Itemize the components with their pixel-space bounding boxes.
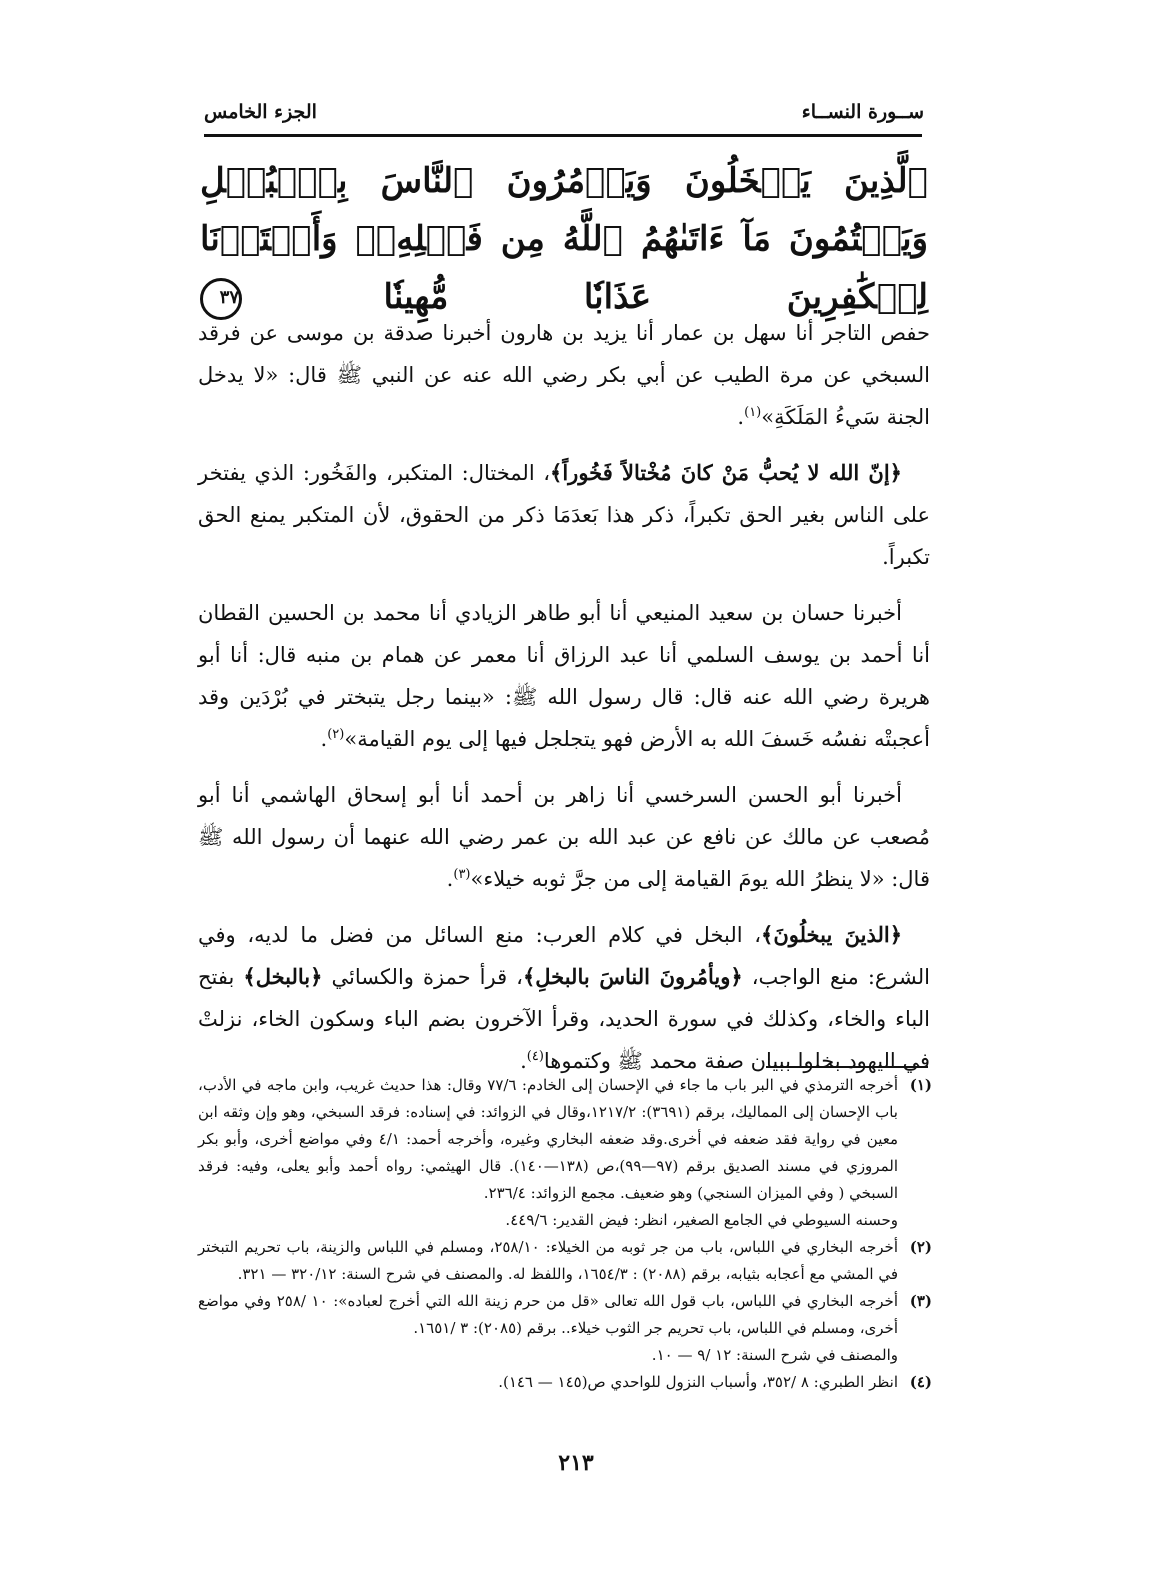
paragraph: [198, 914, 930, 1082]
footnote-number: (٣): [909, 1292, 932, 1310]
footnote-ref: (٢): [327, 727, 345, 742]
footnote-ref: (٤): [526, 1049, 544, 1064]
paragraph-text: بفتح الباء والخاء، وكذلك في سورة الحديد، وقرأ الآخرون بضم الباء وسكون الخاء، نزلتْ في اليهود بخلوا ببيان صفة محمد ﷺ وكتموها: [198, 965, 930, 1073]
paragraph-text: أخبرنا أبو الحسن السرخسي أنا زاهر بن أحمد أنا أبو إسحاق الهاشمي أنا أبو مُصعب عن مالك عن نافع عن عبد الله بن عمر رضي الله عنهما أن رسول الله ﷺ قال: «لا ينظرُ الله يومَ القيامة إلى من جرَّ ثوبه خيلاء»: [198, 783, 930, 891]
verse-text: ٱلَّذِينَ يَبۡخَلُونَ وَيَأۡمُرُونَ ٱلنَّاسَ بِٱلۡبُخۡلِ وَيَكۡتُمُونَ مَآ ءَاتَىٰهُمُ ٱللَّهُ مِن فَضۡلِهِۦۗ وَأَعۡتَدۡنَا لِلۡكَٰفِرِينَ عَذَابٗا مُّهِينٗا: [200, 161, 928, 317]
paragraph-text: ، قرأ حمزة والكسائي: [322, 965, 523, 989]
surah-name: ســورة النســاء: [801, 101, 924, 123]
paragraph-text: ، البخل في كلام العرب: منع السائل من فضل ما لديه، وفي الشرع: منع الواجب،: [198, 923, 930, 989]
paragraph: [198, 592, 930, 760]
paragraph: [198, 452, 930, 578]
footnote: [198, 1234, 932, 1288]
footnote-number: (٤): [909, 1373, 932, 1391]
header-divider: [204, 134, 922, 137]
footnote-text: انظر الطبري: ٨ /٣٥٢، وأسباب النزول للواحدي ص(١٤٥ — ١٤٦).: [498, 1373, 898, 1391]
footnote-text: أخرجه الترمذي في البر باب ما جاء في الإحسان إلى الخادم: ٧٧/٦ وقال: هذا حديث غريب، وابن ماجه في الأدب، باب الإحسان إلى المماليك، برقم (٣٦٩١): ١٢١٧/٢،وقال في الزوائد: في إسناده: فرقد السبخي، وهو وإن وثقه ابن معين في رواية فقد ضعفه في أخرى.وقد ضعفه البخاري وغيره، وأخرجه أحمد: ٤/١ وفي مواضع أخرى، وأبو بكر المروزي في مسند الصديق برقم (٩٧—٩٩)،ص (١٣٨—١٤٠). قال الهيثمي: رواه أحمد وأبو يعلى، وفيه: فرقد السبخي ( وفي الميزان السنجي) وهو ضعيف. مجمع الزوائد: ٢٣٦/٤.: [198, 1076, 899, 1202]
footnote-text: وحسنه السيوطي في الجامع الصغير، انظر: فيض القدير: ٤٤٩/٦.: [505, 1211, 898, 1229]
paragraph-text: حفص التاجر أنا سهل بن عمار أنا يزيد بن هارون أخبرنا صدقة بن موسى عن فرقد السبخي عن مرة الطيب عن أبي بكر رضي الله عنه عن النبي ﷺ قال: «لا يدخل الجنة سَيءُ المَلَكَةِ»: [198, 321, 930, 429]
footnote-text: أخرجه البخاري في اللباس، باب قول الله تعالى «قل من حرم زينة الله التي أخرج لعباده»: ١٠ /٢٥٨ وفي مواضع أخرى، ومسلم في اللباس، باب تحريم جر الثوب خيلاء.. برقم (٢٠٨٥): ٣ /١٦٥١.: [198, 1292, 898, 1337]
running-header: [204, 92, 924, 132]
footnotes: [198, 1072, 932, 1396]
quran-quote: ﴿ويأمُرونَ الناسَ بالبخلِ﴾: [522, 964, 743, 989]
footnote: [198, 1369, 932, 1396]
footnote-number: (٢): [909, 1238, 932, 1256]
paragraph-text: أخبرنا حسان بن سعيد المنيعي أنا أبو طاهر الزيادي أنا محمد بن الحسين القطان أنا أحمد بن يوسف السلمي أنا عبد الرزاق أنا معمر عن همام بن منبه قال: أنا أبو هريرة رضي الله عنه قال: قال رسول الله ﷺ: «بينما رجل يتبختر في بُرْدَين وقد أعجبتْه نفسُه خَسفَ الله به الأرض فهو يتجلجل فيها إلى يوم القيامة»: [198, 601, 930, 751]
verse-number-medallion: ٣٧: [200, 278, 242, 320]
footnote-text: والمصنف في شرح السنة: ١٢ /٩ — ١٠.: [651, 1346, 898, 1364]
footnote: [198, 1072, 932, 1234]
quran-quote: ﴿الذينَ يبخلُونَ﴾: [761, 922, 903, 947]
footnote-divider: [766, 1066, 928, 1068]
quran-verse: [200, 152, 928, 326]
paragraph-end: .: [320, 727, 328, 751]
paragraph-end: .: [446, 867, 454, 891]
quran-quote: ﴿إنّ الله لا يُحبُّ مَنْ كانَ مُخْتالاً فَخُوراً﴾: [550, 460, 902, 485]
footnote-number: (١): [909, 1076, 932, 1094]
paragraph-end: .: [520, 1049, 527, 1073]
paragraph: [198, 774, 930, 900]
footnote-ref: (١): [744, 405, 762, 420]
paragraph-end: .: [737, 405, 745, 429]
quran-quote: ﴿بالبخل﴾: [243, 964, 323, 989]
commentary-body: [198, 312, 930, 1096]
paragraph: [198, 312, 930, 438]
paragraph-text: ، المختال: المتكبر، والفَخُور: الذي يفتخر على الناس بغير الحق تكبراً، ذكر هذا بَعدَمَا ذكر من الحقوق، لأن المتكبر يمنع الحق تكبراً.: [198, 461, 930, 569]
footnote-ref: (٣): [453, 867, 471, 882]
footnote-text: أخرجه البخاري في اللباس، باب من جر ثوبه من الخيلاء: ٢٥٨/١٠، ومسلم في اللباس والزينة، باب تحريم التبختر في المشي مع أعجابه بثيابه، برقم (٢٠٨٨) : ١٦٥٤/٣، واللفظ له. والمصنف في شرح السنة: ٣٢٠/١٢ — ٣٢١.: [198, 1238, 898, 1283]
page-number: ٢١٣: [558, 1450, 594, 1476]
footnote: [198, 1288, 932, 1369]
part-name: الجزء الخامس: [204, 101, 317, 123]
